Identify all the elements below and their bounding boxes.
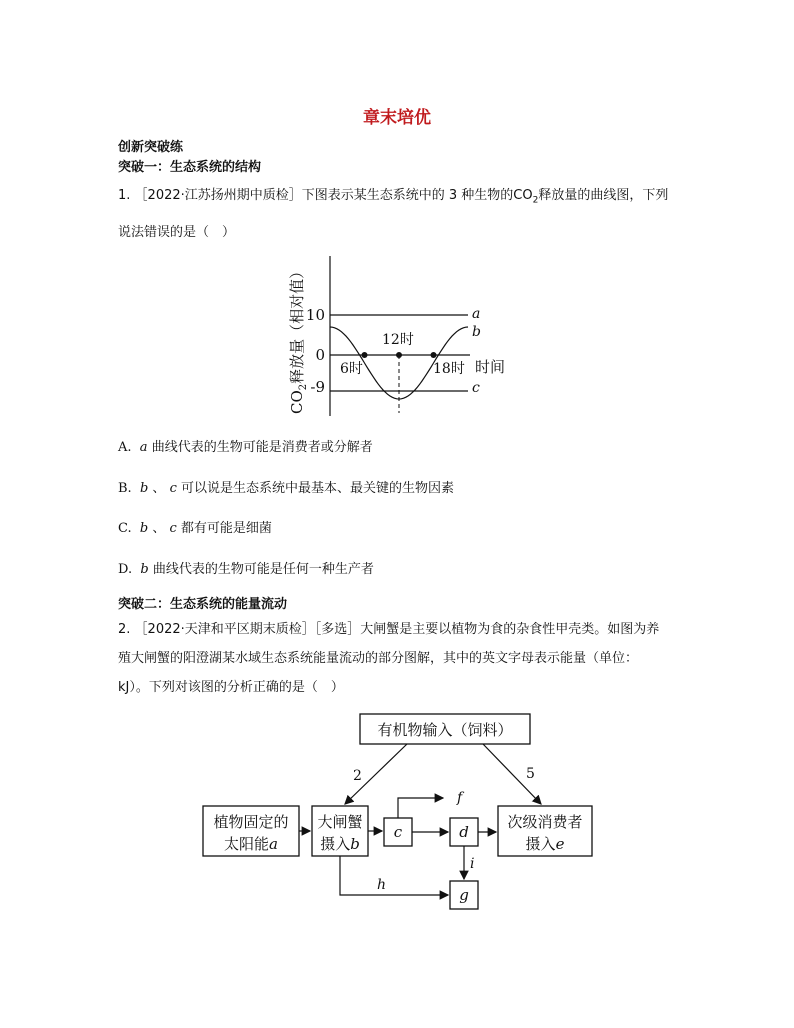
crab-intake-label-2: 摄入b <box>320 835 360 853</box>
x-label-18: 18时 <box>433 361 465 377</box>
option-d[interactable] <box>118 558 374 577</box>
page-title: 章末培优 <box>363 108 431 128</box>
question-1-line1 <box>118 184 668 206</box>
crab-intake-label-1: 大闸蟹 <box>317 813 363 831</box>
energy-flow-diagram <box>195 708 605 918</box>
option-b[interactable] <box>118 477 454 496</box>
arrow-label-5: 5 <box>526 766 535 782</box>
secondary-consumer-label-1: 次级消费者 <box>507 813 583 831</box>
y-tick-label: 0 <box>315 346 325 364</box>
option-c[interactable] <box>118 517 272 536</box>
option-letter: C. <box>118 521 132 536</box>
x-label-12: 12时 <box>382 332 414 348</box>
x-axis-label: 时间 <box>475 358 506 376</box>
arrow-label-f: f <box>457 790 463 806</box>
option-text: 曲线代表的生物可能是任何一种生产者 <box>148 562 374 577</box>
y-axis-label: $CO_2$释放量（相对值） <box>288 263 309 414</box>
box-d-label: d <box>459 823 469 841</box>
option-text: 都有可能是细菌 <box>176 521 272 536</box>
option-var2: c <box>169 481 177 496</box>
time-point-6 <box>362 352 368 358</box>
series-label-c: c <box>472 380 480 396</box>
question-1-text-a: ［2022·江苏扬州期中质检］下图表示某生态系统中的 3 种生物的CO <box>134 188 533 203</box>
co2-subscript: 2 <box>532 195 539 206</box>
box-c-label: c <box>393 823 403 841</box>
option-var: a <box>139 440 148 455</box>
x-label-6: 6时 <box>340 361 363 377</box>
co2-release-chart <box>280 244 520 424</box>
option-a[interactable] <box>118 436 373 455</box>
question-2-line1 <box>118 618 659 637</box>
question-1-line2: 说法错误的是（ ） <box>118 225 236 240</box>
question-2-number: 2. <box>118 622 131 637</box>
option-letter: D. <box>118 562 133 577</box>
question-2-text: ［2022·天津和平区期末质检］［多选］大闸蟹是主要以植物为食的杂食性甲壳类。如图为养 <box>134 622 660 637</box>
option-sep: 、 <box>148 481 166 496</box>
time-point-12 <box>396 352 402 358</box>
section-heading: 创新突破练 <box>118 140 184 155</box>
option-var: b <box>140 562 149 577</box>
feed-input-label: 有机物输入（饲料） <box>377 721 513 739</box>
option-letter: A. <box>118 440 132 455</box>
question-1-text-b: 释放量的曲线图，下列 <box>538 188 669 203</box>
arrow-c-to-f <box>398 798 443 818</box>
option-var2: c <box>169 521 177 536</box>
time-point-18 <box>431 352 437 358</box>
series-label-b: b <box>472 324 481 340</box>
option-sep: 、 <box>148 521 166 536</box>
question-2-line3: kJ）。下列对该图的分析正确的是（ ） <box>118 680 344 695</box>
option-var: b <box>139 481 149 496</box>
question-2-line2: 殖大闸蟹的阳澄湖某水域生态系统能量流动的部分图解，其中的英文字母表示能量（单位： <box>118 651 639 666</box>
arrow-label-2: 2 <box>353 768 362 784</box>
series-label-a: a <box>472 306 481 322</box>
box-g-label: g <box>459 886 469 904</box>
solar-energy-label-1: 植物固定的 <box>213 813 289 831</box>
secondary-consumer-label-2: 摄入e <box>525 835 565 853</box>
part1-heading: 突破一：生态系统的结构 <box>118 160 262 175</box>
y-tick-label: -9 <box>310 378 325 396</box>
question-1-number: 1. <box>118 188 131 203</box>
arrow-label-i: i <box>470 856 475 872</box>
option-letter: B. <box>118 481 132 496</box>
arrow-b-to-g <box>340 856 448 895</box>
part2-heading: 突破二：生态系统的能量流动 <box>118 597 288 612</box>
solar-energy-label-2: 太阳能a <box>224 835 278 853</box>
arrow-label-h: h <box>377 877 387 893</box>
option-text: 可以说是生态系统中最基本、最关键的生物因素 <box>176 481 454 496</box>
y-tick-label: 10 <box>305 306 325 324</box>
option-text: 曲线代表的生物可能是消费者或分解者 <box>147 440 373 455</box>
option-var: b <box>139 521 149 536</box>
